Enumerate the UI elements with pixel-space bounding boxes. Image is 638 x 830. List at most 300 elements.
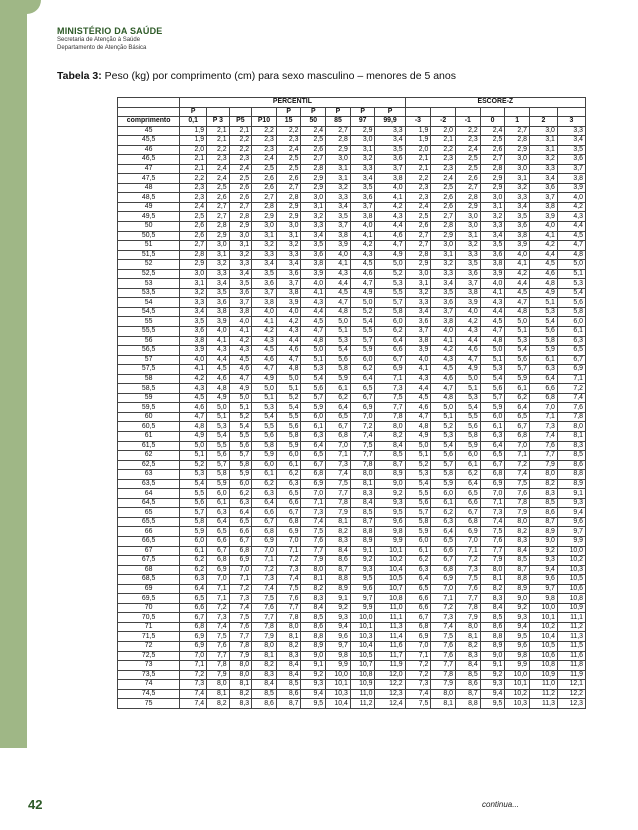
value-cell: 11,3	[530, 699, 558, 709]
table-row	[118, 498, 586, 508]
value-cell: 3,2	[530, 155, 558, 165]
value-cell: 6,8	[405, 622, 431, 632]
value-cell: 6,5	[405, 584, 431, 594]
column-header-bottom-6: 50	[301, 117, 326, 127]
value-cell: 7,7	[456, 594, 481, 604]
value-cell: 6,2	[229, 489, 252, 499]
value-cell: 3,9	[326, 241, 351, 251]
value-cell: 10,9	[350, 680, 375, 690]
value-cell: 2,2	[252, 126, 277, 136]
value-cell: 5,7	[480, 393, 505, 403]
value-cell: 8,5	[252, 689, 277, 699]
value-cell: 3,6	[557, 155, 585, 165]
value-cell: 5,1	[557, 269, 585, 279]
value-cell: 5,4	[350, 317, 375, 327]
value-cell: 8,4	[326, 546, 351, 556]
value-cell: 3,1	[252, 231, 277, 241]
value-cell: 3,4	[530, 174, 558, 184]
value-cell: 5,4	[480, 374, 505, 384]
value-cell: 6,5	[431, 537, 456, 547]
value-cell: 6,0	[431, 489, 456, 499]
value-cell: 7,6	[431, 642, 456, 652]
value-cell: 8,2	[480, 584, 505, 594]
value-cell: 8,4	[301, 603, 326, 613]
value-cell: 9,1	[557, 489, 585, 499]
value-cell: 2,5	[252, 164, 277, 174]
value-cell: 8,8	[326, 575, 351, 585]
value-cell: 6,7	[252, 517, 277, 527]
value-cell: 8,6	[557, 460, 585, 470]
value-cell: 4,0	[405, 355, 431, 365]
value-cell: 4,5	[350, 260, 375, 270]
value-cell: 4,9	[350, 288, 375, 298]
length-cell: 45,5	[118, 136, 180, 146]
value-cell: 2,7	[431, 212, 456, 222]
value-cell: 4,9	[405, 432, 431, 442]
value-cell: 2,5	[405, 212, 431, 222]
value-cell: 3,3	[180, 298, 207, 308]
value-cell: 5,4	[530, 317, 558, 327]
value-cell: 8,8	[557, 470, 585, 480]
value-cell: 8,6	[326, 556, 351, 566]
value-cell: 4,6	[350, 269, 375, 279]
table-row	[118, 451, 586, 461]
weight-length-table	[117, 97, 586, 709]
value-cell: 4,8	[207, 384, 230, 394]
value-cell: 6,8	[505, 432, 530, 442]
value-cell: 2,7	[405, 241, 431, 251]
value-cell: 2,9	[456, 202, 481, 212]
value-cell: 4,6	[530, 269, 558, 279]
length-cell: 66,5	[118, 537, 180, 547]
value-cell: 7,3	[229, 594, 252, 604]
value-cell: 2,8	[301, 164, 326, 174]
value-cell: 4,0	[207, 326, 230, 336]
table-row	[118, 517, 586, 527]
value-cell: 4,8	[505, 307, 530, 317]
value-cell: 8,8	[505, 575, 530, 585]
value-cell: 8,2	[326, 527, 351, 537]
value-cell: 5,6	[480, 384, 505, 394]
value-cell: 8,0	[375, 422, 405, 432]
value-cell: 7,2	[276, 556, 301, 566]
value-cell: 12,3	[557, 699, 585, 709]
value-cell: 4,4	[505, 279, 530, 289]
length-cell: 72	[118, 642, 180, 652]
table-body	[118, 126, 586, 708]
value-cell: 5,1	[252, 393, 277, 403]
value-cell: 5,0	[301, 346, 326, 356]
value-cell: 6,9	[301, 479, 326, 489]
value-cell: 4,0	[326, 250, 351, 260]
value-cell: 10,2	[375, 556, 405, 566]
length-cell: 60	[118, 412, 180, 422]
value-cell: 3,0	[252, 221, 277, 231]
value-cell: 7,9	[229, 651, 252, 661]
value-cell: 9,4	[505, 622, 530, 632]
value-cell: 8,0	[252, 642, 277, 652]
value-cell: 10,2	[557, 556, 585, 566]
value-cell: 2,4	[252, 155, 277, 165]
value-cell: 2,9	[326, 145, 351, 155]
value-cell: 3,2	[207, 260, 230, 270]
value-cell: 6,6	[375, 346, 405, 356]
column-header-top-2	[207, 107, 230, 117]
value-cell: 2,7	[207, 212, 230, 222]
value-cell: 6,2	[180, 556, 207, 566]
value-cell: 5,8	[207, 470, 230, 480]
value-cell: 3,3	[557, 126, 585, 136]
value-cell: 3,3	[480, 221, 505, 231]
value-cell: 2,9	[229, 221, 252, 231]
column-header-bottom-15: 2	[530, 117, 558, 127]
value-cell: 8,7	[276, 699, 301, 709]
value-cell: 3,5	[505, 212, 530, 222]
value-cell: 2,8	[180, 250, 207, 260]
value-cell: 2,1	[207, 136, 230, 146]
value-cell: 8,0	[530, 470, 558, 480]
value-cell: 3,6	[480, 250, 505, 260]
length-cell: 52	[118, 260, 180, 270]
value-cell: 7,4	[207, 622, 230, 632]
length-cell: 63,5	[118, 479, 180, 489]
column-header-bottom-1: 0,1	[180, 117, 207, 127]
value-cell: 8,2	[301, 584, 326, 594]
value-cell: 8,4	[350, 498, 375, 508]
length-cell: 72,5	[118, 651, 180, 661]
value-cell: 8,9	[375, 470, 405, 480]
value-cell: 7,0	[350, 412, 375, 422]
value-cell: 3,3	[252, 250, 277, 260]
value-cell: 3,5	[326, 212, 351, 222]
value-cell: 7,5	[405, 699, 431, 709]
value-cell: 7,6	[207, 642, 230, 652]
value-cell: 5,3	[252, 403, 277, 413]
value-cell: 7,4	[180, 689, 207, 699]
value-cell: 9,8	[326, 651, 351, 661]
value-cell: 4,4	[530, 250, 558, 260]
value-cell: 6,8	[252, 527, 277, 537]
value-cell: 1,9	[405, 126, 431, 136]
length-cell: 49,5	[118, 212, 180, 222]
value-cell: 2,3	[431, 155, 456, 165]
value-cell: 5,4	[431, 441, 456, 451]
table-row	[118, 279, 586, 289]
value-cell: 11,7	[375, 651, 405, 661]
value-cell: 9,7	[557, 527, 585, 537]
value-cell: 5,9	[207, 479, 230, 489]
value-cell: 4,7	[375, 241, 405, 251]
value-cell: 2,9	[252, 212, 277, 222]
value-cell: 8,7	[505, 565, 530, 575]
length-cell: 69,5	[118, 594, 180, 604]
value-cell: 6,9	[252, 537, 277, 547]
length-cell: 50	[118, 221, 180, 231]
value-cell: 8,6	[480, 622, 505, 632]
value-cell: 8,0	[301, 565, 326, 575]
value-cell: 5,0	[405, 441, 431, 451]
value-cell: 3,1	[207, 250, 230, 260]
value-cell: 7,3	[252, 575, 277, 585]
value-cell: 4,9	[207, 393, 230, 403]
value-cell: 6,4	[207, 517, 230, 527]
table-row	[118, 489, 586, 499]
value-cell: 5,1	[326, 326, 351, 336]
length-cell: 67	[118, 546, 180, 556]
value-cell: 3,0	[456, 212, 481, 222]
value-cell: 7,8	[557, 412, 585, 422]
group-header-row	[118, 98, 586, 108]
value-cell: 4,3	[456, 326, 481, 336]
value-cell: 3,0	[456, 221, 481, 231]
value-cell: 7,0	[456, 537, 481, 547]
value-cell: 6,8	[301, 470, 326, 480]
value-cell: 5,0	[276, 374, 301, 384]
value-cell: 4,2	[180, 374, 207, 384]
value-cell: 8,9	[557, 479, 585, 489]
table-row	[118, 470, 586, 480]
value-cell: 5,1	[276, 384, 301, 394]
table-row	[118, 260, 586, 270]
value-cell: 7,7	[431, 661, 456, 671]
value-cell: 6,7	[207, 546, 230, 556]
value-cell: 5,7	[350, 336, 375, 346]
length-cell: 65	[118, 508, 180, 518]
value-cell: 8,1	[480, 575, 505, 585]
value-cell: 3,4	[557, 136, 585, 146]
value-cell: 7,6	[229, 622, 252, 632]
value-cell: 7,3	[180, 680, 207, 690]
value-cell: 6,7	[229, 537, 252, 547]
length-cell: 69	[118, 584, 180, 594]
value-cell: 7,3	[301, 508, 326, 518]
value-cell: 3,1	[229, 241, 252, 251]
value-cell: 6,5	[456, 489, 481, 499]
sidebar-corner	[27, 0, 41, 14]
value-cell: 5,8	[557, 307, 585, 317]
value-cell: 3,8	[301, 260, 326, 270]
value-cell: 5,2	[350, 307, 375, 317]
value-cell: 6,7	[180, 613, 207, 623]
value-cell: 6,9	[350, 403, 375, 413]
value-cell: 5,8	[252, 441, 277, 451]
length-cell: 61,5	[118, 441, 180, 451]
table-row	[118, 336, 586, 346]
value-cell: 2,7	[301, 155, 326, 165]
value-cell: 3,5	[207, 288, 230, 298]
value-cell: 3,2	[229, 250, 252, 260]
value-cell: 2,8	[207, 221, 230, 231]
value-cell: 6,2	[180, 565, 207, 575]
value-cell: 6,3	[180, 575, 207, 585]
value-cell: 6,1	[431, 498, 456, 508]
value-cell: 4,5	[252, 346, 277, 356]
table-row	[118, 365, 586, 375]
value-cell: 4,5	[557, 231, 585, 241]
value-cell: 8,0	[350, 470, 375, 480]
value-cell: 6,4	[326, 403, 351, 413]
value-cell: 2,5	[180, 212, 207, 222]
value-cell: 3,0	[276, 221, 301, 231]
value-cell: 3,1	[350, 145, 375, 155]
value-cell: 8,3	[456, 651, 481, 661]
value-cell: 6,0	[252, 460, 277, 470]
value-cell: 7,0	[530, 403, 558, 413]
value-cell: 7,3	[276, 565, 301, 575]
value-cell: 3,6	[276, 269, 301, 279]
value-cell: 6,3	[431, 517, 456, 527]
value-cell: 3,2	[456, 241, 481, 251]
value-cell: 5,7	[405, 508, 431, 518]
value-cell: 2,7	[456, 183, 481, 193]
value-cell: 10,5	[375, 575, 405, 585]
value-cell: 7,4	[505, 470, 530, 480]
table-row	[118, 136, 586, 146]
value-cell: 3,3	[431, 269, 456, 279]
table-row	[118, 661, 586, 671]
value-cell: 6,1	[530, 355, 558, 365]
value-cell: 6,6	[207, 537, 230, 547]
value-cell: 8,0	[480, 565, 505, 575]
length-cell: 58	[118, 374, 180, 384]
value-cell: 2,9	[207, 231, 230, 241]
column-header-bottom-12: -1	[456, 117, 481, 127]
value-cell: 4,2	[557, 202, 585, 212]
value-cell: 4,6	[252, 355, 277, 365]
value-cell: 2,8	[229, 212, 252, 222]
value-cell: 8,3	[480, 594, 505, 604]
value-cell: 2,7	[180, 241, 207, 251]
value-cell: 2,5	[301, 136, 326, 146]
value-cell: 6,9	[405, 632, 431, 642]
value-cell: 5,0	[326, 317, 351, 327]
value-cell: 5,0	[207, 403, 230, 413]
value-cell: 2,6	[229, 193, 252, 203]
value-cell: 4,6	[431, 374, 456, 384]
value-cell: 11,0	[375, 603, 405, 613]
value-cell: 5,4	[207, 432, 230, 442]
value-cell: 3,3	[301, 221, 326, 231]
value-cell: 10,6	[557, 584, 585, 594]
value-cell: 12,4	[375, 699, 405, 709]
column-header-bottom-8: 97	[350, 117, 375, 127]
value-cell: 3,4	[301, 231, 326, 241]
table-row	[118, 403, 586, 413]
value-cell: 5,7	[375, 298, 405, 308]
value-cell: 7,9	[252, 632, 277, 642]
value-cell: 8,7	[326, 565, 351, 575]
value-cell: 11,1	[375, 613, 405, 623]
value-cell: 5,3	[480, 365, 505, 375]
table-row	[118, 651, 586, 661]
value-cell: 9,6	[375, 517, 405, 527]
table-row	[118, 422, 586, 432]
value-cell: 6,3	[301, 432, 326, 442]
value-cell: 2,5	[456, 155, 481, 165]
value-cell: 4,9	[375, 250, 405, 260]
value-cell: 5,3	[557, 279, 585, 289]
value-cell: 7,7	[375, 403, 405, 413]
value-cell: 7,8	[505, 498, 530, 508]
value-cell: 5,6	[405, 498, 431, 508]
value-cell: 10,0	[326, 670, 351, 680]
length-cell: 73	[118, 661, 180, 671]
value-cell: 5,5	[180, 489, 207, 499]
value-cell: 5,8	[405, 517, 431, 527]
column-header-bottom-14: 1	[505, 117, 530, 127]
value-cell: 3,6	[405, 317, 431, 327]
table-row	[118, 622, 586, 632]
value-cell: 3,2	[350, 155, 375, 165]
value-cell: 3,2	[431, 260, 456, 270]
value-cell: 7,8	[326, 498, 351, 508]
table-row	[118, 642, 586, 652]
value-cell: 4,8	[180, 422, 207, 432]
value-cell: 6,7	[505, 422, 530, 432]
value-cell: 2,5	[456, 164, 481, 174]
value-cell: 7,6	[252, 603, 277, 613]
value-cell: 2,6	[301, 145, 326, 155]
length-cell: 58,5	[118, 384, 180, 394]
value-cell: 6,6	[229, 527, 252, 537]
value-cell: 8,0	[229, 661, 252, 671]
value-cell: 5,6	[207, 451, 230, 461]
value-cell: 5,1	[431, 412, 456, 422]
value-cell: 7,7	[350, 451, 375, 461]
value-cell: 5,7	[431, 460, 456, 470]
length-cell: 55,5	[118, 326, 180, 336]
value-cell: 9,6	[530, 575, 558, 585]
value-cell: 9,9	[557, 537, 585, 547]
value-cell: 6,1	[405, 546, 431, 556]
table-row	[118, 632, 586, 642]
table-row	[118, 317, 586, 327]
value-cell: 5,7	[229, 451, 252, 461]
percentil-group-header: PERCENTIL	[180, 98, 405, 108]
value-cell: 2,9	[180, 260, 207, 270]
value-cell: 5,5	[375, 288, 405, 298]
value-cell: 3,8	[350, 212, 375, 222]
value-cell: 3,3	[207, 269, 230, 279]
table-row	[118, 670, 586, 680]
value-cell: 6,4	[480, 441, 505, 451]
value-cell: 5,0	[375, 260, 405, 270]
value-cell: 4,6	[229, 365, 252, 375]
value-cell: 2,2	[456, 126, 481, 136]
value-cell: 3,6	[431, 298, 456, 308]
value-cell: 6,2	[405, 556, 431, 566]
value-cell: 2,1	[207, 126, 230, 136]
value-cell: 6,2	[375, 326, 405, 336]
value-cell: 8,2	[505, 527, 530, 537]
table-row	[118, 174, 586, 184]
value-cell: 3,2	[180, 288, 207, 298]
value-cell: 3,5	[350, 183, 375, 193]
value-cell: 7,8	[350, 460, 375, 470]
value-cell: 3,6	[180, 326, 207, 336]
value-cell: 7,5	[375, 393, 405, 403]
value-cell: 4,1	[229, 326, 252, 336]
value-cell: 3,7	[375, 164, 405, 174]
value-cell: 9,0	[480, 651, 505, 661]
value-cell: 5,8	[276, 432, 301, 442]
value-cell: 5,6	[456, 422, 481, 432]
value-cell: 7,5	[229, 613, 252, 623]
value-cell: 5,5	[405, 489, 431, 499]
value-cell: 7,7	[229, 632, 252, 642]
value-cell: 9,3	[505, 613, 530, 623]
value-cell: 2,2	[207, 145, 230, 155]
